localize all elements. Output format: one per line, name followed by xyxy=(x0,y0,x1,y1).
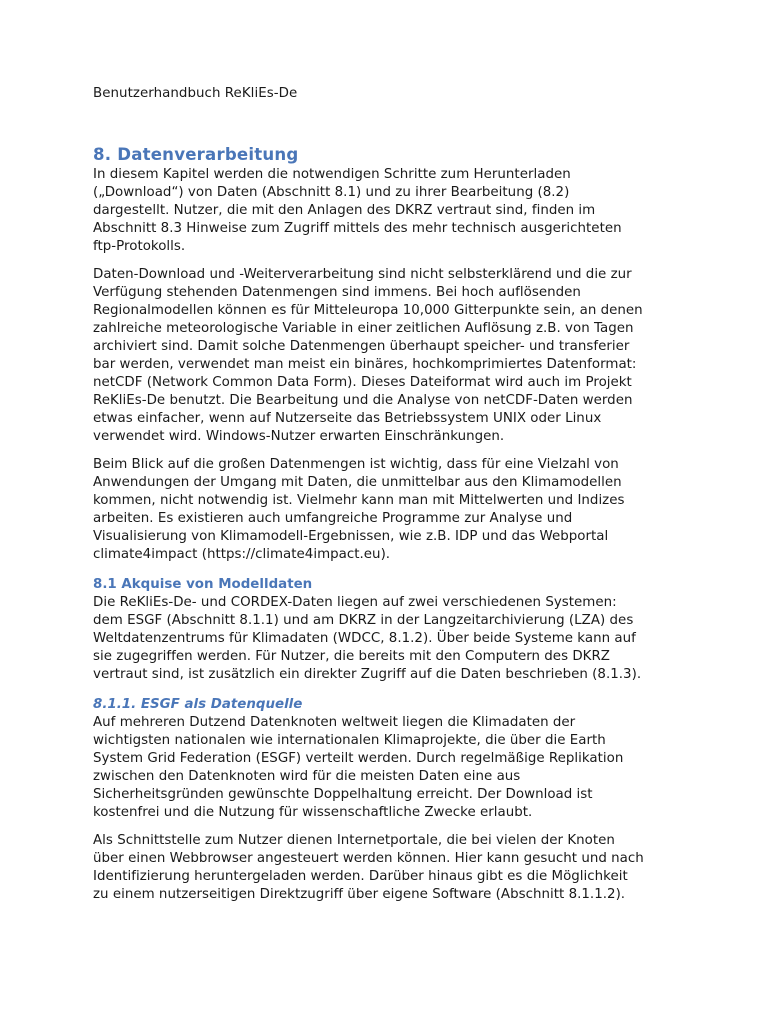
section-paragraph-data-volume: Beim Blick auf die großen Datenmengen ist wichtig, dass für eine Vielzahl von Anwendungen der Umgang mit Daten, die unmittelbar aus den Klimamodellen kommen, nicht notwendig ist. Vielmehr kann man mit Mittelwerten und Indizes arbeiten. Es existieren auch umfangreiche Programme zur Analyse und Visualisierung von Klimamodell-Ergebnissen, wie z.B. IDP und das Webportal climate4impact (https://climate4impact.eu). xyxy=(93,457,625,562)
running-header: Benutzerhandbuch ReKliEs-De xyxy=(93,86,298,101)
page-content xyxy=(93,144,693,904)
subsubsection-paragraph-portals: Als Schnittstelle zum Nutzer dienen Internetportale, die bei vielen der Knoten über einen Webbrowser angesteuert werden können. Hier kann gesucht und nach Identifizierung heruntergeladen werden. Darüber hinaus gibt es die Möglichkeit zu einem nutzerseitigen Direktzugriff über eigene Software (Abschnitt 8.1.1.2). xyxy=(93,833,644,902)
subsubsection-paragraph-datanodes: Auf mehreren Dutzend Datenknoten weltweit liegen die Klimadaten der wichtigsten nationalen wie internationalen Klimaprojekte, die über die Earth System Grid Federation (ESGF) verteilt werden. Durch regelmäßige Replikation zwischen den Datenknoten wird für die meisten Daten eine aus Sicherheitsgründen gewünschte Doppelhaltung erreicht. Der Download ist kostenfrei und die Nutzung für wissenschaftliche Zwecke erlaubt. xyxy=(93,715,624,820)
section-paragraph-data-format: Daten-Download und -Weiterverarbeitung sind nicht selbsterklärend und die zur Verfügung stehenden Datenmengen sind immens. Bei hoch auflösenden Regionalmodellen können es für Mitteleuropa 10,000 Gitterpunkte sein, an denen zahlreiche meteorologische Variable in einer zeitlichen Auflösung z.B. von Tagen archiviert sind. Damit solche Datenmengen überhaupt speicher- und transferier bar werden, verwendet man meist ein binäres, hochkomprimiertes Datenformat: netCDF (Network Common Data Form). Dieses Dateiformat wird auch im Projekt ReKliEs-De benutzt. Die Bearbeitung und die Analyse von netCDF-Daten werden etwas einfacher, wenn auf Nutzerseite das Betriebssystem UNIX oder Linux verwendet wird. Windows-Nutzer erwarten Einschränkungen. xyxy=(93,267,643,444)
subsection-paragraph-systems: Die ReKliEs-De- und CORDEX-Daten liegen auf zwei verschiedenen Systemen: dem ESGF (Abschnitt 8.1.1) und am DKRZ in der Langzeitarchivierung (LZA) des Weltdatenzentrums für Klimadaten (WDCC, 8.1.2). Über beide Systeme kann auf sie zugegriffen werden. Für Nutzer, die bereits mit den Computern des DKRZ vertraut sind, ist zusätzlich ein direkter Zugriff auf die Daten beschrieben (8.1.3). xyxy=(93,595,642,682)
section-heading: 8. Datenverarbeitung xyxy=(93,145,299,164)
section-paragraph-intro: In diesem Kapitel werden die notwendigen Schritte zum Herunterladen („Download“) von Daten (Abschnitt 8.1) und zu ihrer Bearbeitung (8.2) dargestellt. Nutzer, die mit den Anlagen des DKRZ vertraut sind, finden im Abschnitt 8.3 Hinweise zum Zugriff mittels des mehr technisch ausgerichteten ftp-Protokolls. xyxy=(93,167,622,254)
subsubsection-heading: 8.1.1. ESGF als Datenquelle xyxy=(93,697,303,712)
subsection-heading: 8.1 Akquise von Modelldaten xyxy=(93,577,313,592)
